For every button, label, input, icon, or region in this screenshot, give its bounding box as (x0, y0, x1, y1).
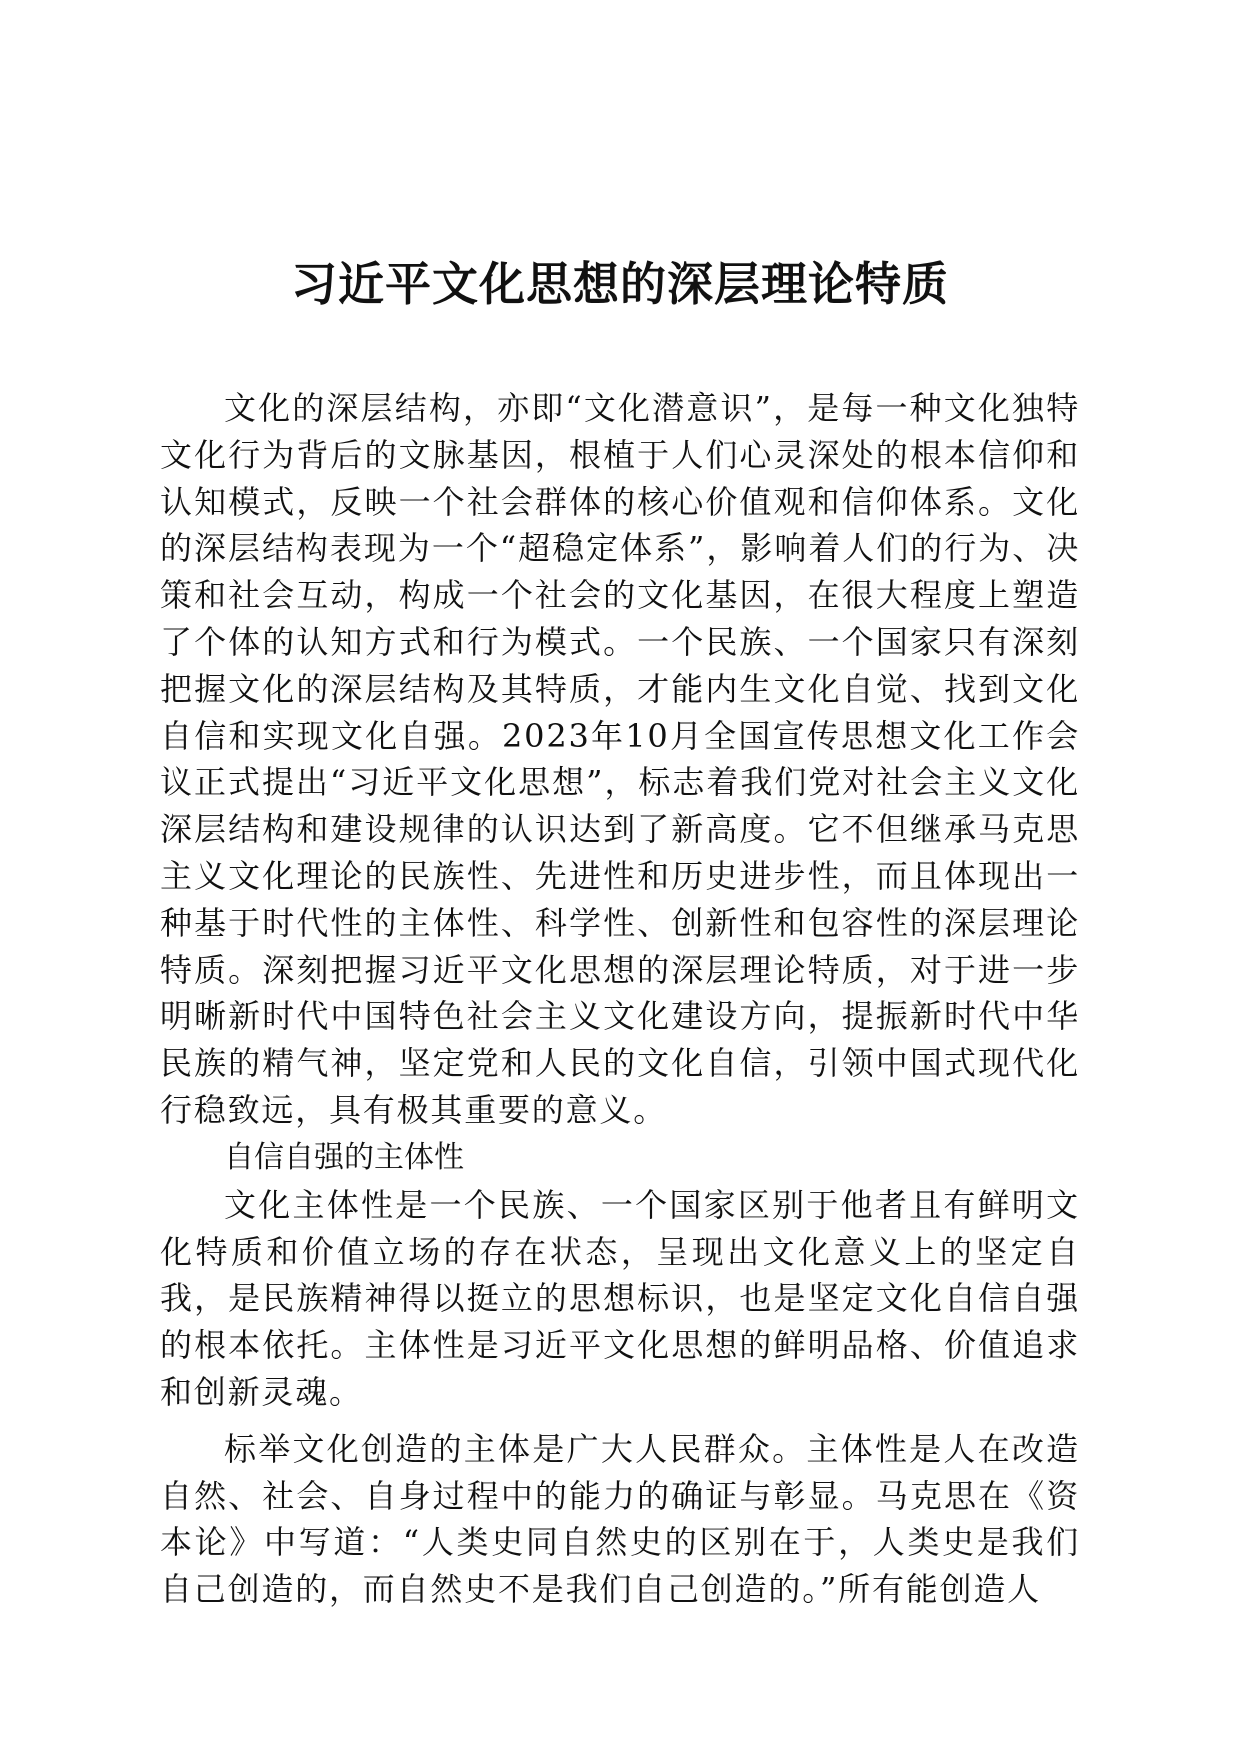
body-paragraph-2: 文化主体性是一个民族、一个国家区别于他者且有鲜明文化特质和价值立场的存在状态，呈现出文化意义上的坚定自我，是民族精神得以挺立的思想标识，也是坚定文化自信自强的根本依托。主体性是习近平文化思想的鲜明品格、价值追求和创新灵魂。 (160, 1185, 1080, 1411)
body-paragraph-3: 标举文化创造的主体是广大人民群众。主体性是人在改造自然、社会、自身过程中的能力的确证与彰显。马克思在《资本论》中写道：“人类史同自然史的区别在于，人类史是我们自己创造的，而自然史不是我们自己创造的。”所有能创造人 (160, 1429, 1080, 1609)
body-paragraph-1: 文化的深层结构，亦即“文化潜意识”，是每一种文化独特文化行为背后的文脉基因，根植于人们心灵深处的根本信仰和认知模式，反映一个社会群体的核心价值观和信仰体系。文化的深层结构表现为一个“超稳定体系”，影响着人们的行为、决策和社会互动，构成一个社会的文化基因，在很大程度上塑造了个体的认知方式和行为模式。一个民族、一个国家只有深刻把握文化的深层结构及其特质，才能内生文化自觉、找到文化自信和实现文化自强。2023年10月全国宣传思想文化工作会议正式提出“习近平文化思想”，标志着我们党对社会主义文化深层结构和建设规律的认识达到了新高度。它不但继承马克思主义文化理论的民族性、先进性和历史进步性，而且体现出一种基于时代性的主体性、科学性、创新性和包容性的深层理论特质。深刻把握习近平文化思想的深层理论特质，对于进一步明晰新时代中国特色社会主义文化建设方向，提振新时代中华民族的精气神，坚定党和人民的文化自信，引领中国式现代化行稳致远，具有极其重要的意义。 (160, 389, 1080, 1129)
document-body (160, 385, 1080, 1613)
document-title: 习近平文化思想的深层理论特质 (291, 257, 949, 311)
section-heading: 自信自强的主体性 (224, 1139, 464, 1175)
